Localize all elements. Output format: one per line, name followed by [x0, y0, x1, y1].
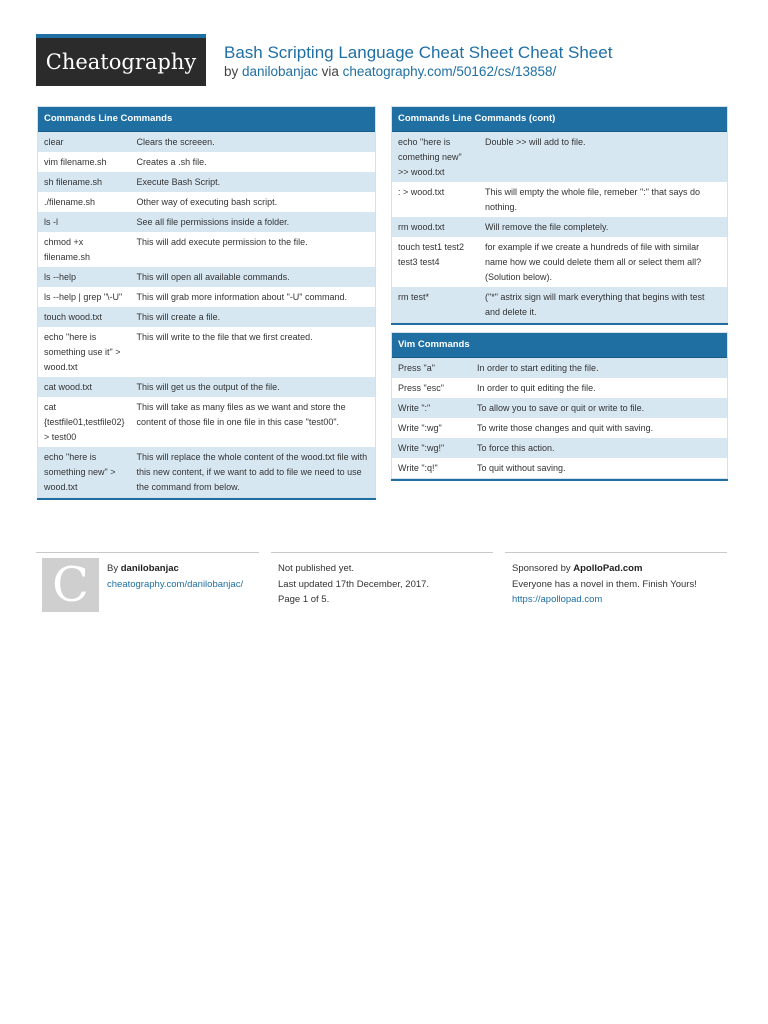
sponsor-link[interactable]: https://apollopad.com	[512, 594, 603, 605]
description-cell: Execute Bash Script.	[131, 172, 375, 192]
table-row	[38, 132, 375, 152]
description-cell: for example if we create a hundreds of file with similar name how we could delete them all or select them all? (Solution below).	[479, 237, 727, 287]
footer-by-label: By	[107, 563, 121, 574]
description-cell: Other way of executing bash script.	[131, 192, 375, 212]
box-title: Vim Commands	[392, 333, 727, 358]
commands-cont-table	[392, 132, 727, 322]
vim-commands-box	[391, 332, 728, 479]
sponsor-prefix: Sponsored by	[512, 563, 574, 574]
table-row	[392, 217, 727, 237]
description-cell: To force this action.	[471, 438, 727, 458]
command-cell: rm test*	[392, 287, 479, 322]
table-row	[38, 327, 375, 377]
table-row	[38, 377, 375, 397]
footer-author-link[interactable]: cheatography.com/danilobanjac/	[107, 578, 244, 590]
command-cell: cat {testfile01,testfile02} > test00	[38, 397, 131, 447]
footer-meta	[278, 561, 429, 608]
commands-cont-table-body	[392, 132, 727, 322]
command-cell: Press "a"	[392, 358, 471, 378]
command-cell: rm wood.txt	[392, 217, 479, 237]
table-row	[38, 152, 375, 172]
by-prefix: by	[224, 64, 243, 79]
table-row	[38, 172, 375, 192]
sponsor-tagline: Everyone has a novel in them. Finish Yours!	[512, 578, 697, 590]
command-cell: echo "here is something use it" > wood.txt	[38, 327, 131, 377]
commands-line-box	[37, 106, 376, 498]
description-cell: This will grab more information about "-U" command.	[131, 287, 375, 307]
command-cell: echo "here is comething new" >> wood.txt	[392, 132, 479, 182]
footer-author	[107, 561, 243, 592]
page-title: Bash Scripting Language Cheat Sheet Cheat Sheet	[224, 43, 613, 62]
box-title: Commands Line Commands (cont)	[392, 107, 727, 132]
description-cell: This will add execute permission to the file.	[131, 232, 375, 267]
table-row	[38, 397, 375, 447]
footer-divider	[271, 552, 493, 553]
logo-text: Cheatography	[45, 50, 197, 74]
description-cell: This will get us the output of the file.	[131, 377, 375, 397]
table-row	[392, 287, 727, 322]
command-cell: Write ":wg!"	[392, 438, 471, 458]
table-row	[38, 267, 375, 287]
description-cell: Double >> will add to file.	[479, 132, 727, 182]
sheet-url-link[interactable]: cheatography.com/50162/cs/13858/	[342, 64, 557, 79]
command-cell: echo "here is something new" > wood.txt	[38, 447, 131, 497]
command-cell: clear	[38, 132, 131, 152]
description-cell: In order to start editing the file.	[471, 358, 727, 378]
footer-divider	[36, 552, 259, 553]
footer-author-line	[107, 561, 243, 577]
footer-author-name: danilobanjac	[120, 563, 179, 574]
command-cell: Write ":"	[392, 398, 471, 418]
table-row	[392, 438, 727, 458]
command-cell: ./filename.sh	[38, 192, 131, 212]
description-cell: To allow you to save or quit or write to file.	[471, 398, 727, 418]
command-cell: chmod +x filename.sh	[38, 232, 131, 267]
commands-line-cont-box	[391, 106, 728, 323]
table-row	[392, 378, 727, 398]
description-cell: Will remove the file completely.	[479, 217, 727, 237]
description-cell: This will write to the file that we first created.	[131, 327, 375, 377]
table-row	[392, 132, 727, 182]
table-row	[38, 192, 375, 212]
published-status: Not published yet.	[278, 563, 355, 574]
last-updated: Last updated 17th December, 2017.	[278, 578, 430, 590]
byline	[224, 64, 556, 79]
commands-table-body	[38, 132, 375, 497]
description-cell: Clears the screeen.	[131, 132, 375, 152]
description-cell: To quit without saving.	[471, 458, 727, 478]
command-cell: : > wood.txt	[392, 182, 479, 217]
command-cell: sh filename.sh	[38, 172, 131, 192]
table-row	[392, 237, 727, 287]
command-cell: cat wood.txt	[38, 377, 131, 397]
command-cell: touch wood.txt	[38, 307, 131, 327]
table-row	[392, 182, 727, 217]
table-row	[38, 307, 375, 327]
description-cell: See all file permissions inside a folder.	[131, 212, 375, 232]
footer-divider	[505, 552, 727, 553]
avatar-letter: C	[52, 557, 89, 613]
command-cell: Write ":wg"	[392, 418, 471, 438]
author-link[interactable]: danilobanjac	[242, 64, 318, 79]
table-row	[38, 447, 375, 497]
description-cell: This will open all available commands.	[131, 267, 375, 287]
description-cell: This will empty the whole file, remeber ":" that says do nothing.	[479, 182, 727, 217]
cheatography-logo[interactable]	[36, 34, 206, 86]
via-text: via	[317, 64, 343, 79]
description-cell: This will take as many files as we want and store the content of those file in one file in this case "test00".	[131, 397, 375, 447]
table-row	[392, 398, 727, 418]
vim-commands-table-body	[392, 358, 727, 478]
author-avatar[interactable]	[42, 558, 99, 612]
description-cell: In order to quit editing the file.	[471, 378, 727, 398]
command-cell: ls -l	[38, 212, 131, 232]
command-cell: vim filename.sh	[38, 152, 131, 172]
command-cell: ls --help	[38, 267, 131, 287]
table-row	[38, 232, 375, 267]
command-cell: touch test1 test2 test3 test4	[392, 237, 479, 287]
sponsor-name: ApolloPad.com	[573, 563, 643, 574]
table-row	[392, 418, 727, 438]
commands-table	[38, 132, 375, 497]
table-row	[392, 458, 727, 478]
box-title: Commands Line Commands	[38, 107, 375, 132]
command-cell: Press "esc"	[392, 378, 471, 398]
command-cell: ls --help | grep "\-U"	[38, 287, 131, 307]
description-cell: This will replace the whole content of the wood.txt file with this new content, if we want to add to file we need to use the command from below.	[131, 447, 375, 497]
sponsor-line	[512, 561, 697, 577]
description-cell: ("*" astrix sign will mark everything that begins with test and delete it.	[479, 287, 727, 322]
footer-sponsor	[512, 561, 697, 608]
description-cell: To write those changes and quit with saving.	[471, 418, 727, 438]
table-row	[38, 212, 375, 232]
vim-commands-table	[392, 358, 727, 478]
table-row	[38, 287, 375, 307]
command-cell: Write ":q!"	[392, 458, 471, 478]
description-cell: Creates a .sh file.	[131, 152, 375, 172]
page-number: Page 1 of 5.	[278, 594, 330, 605]
description-cell: This will create a file.	[131, 307, 375, 327]
table-row	[392, 358, 727, 378]
